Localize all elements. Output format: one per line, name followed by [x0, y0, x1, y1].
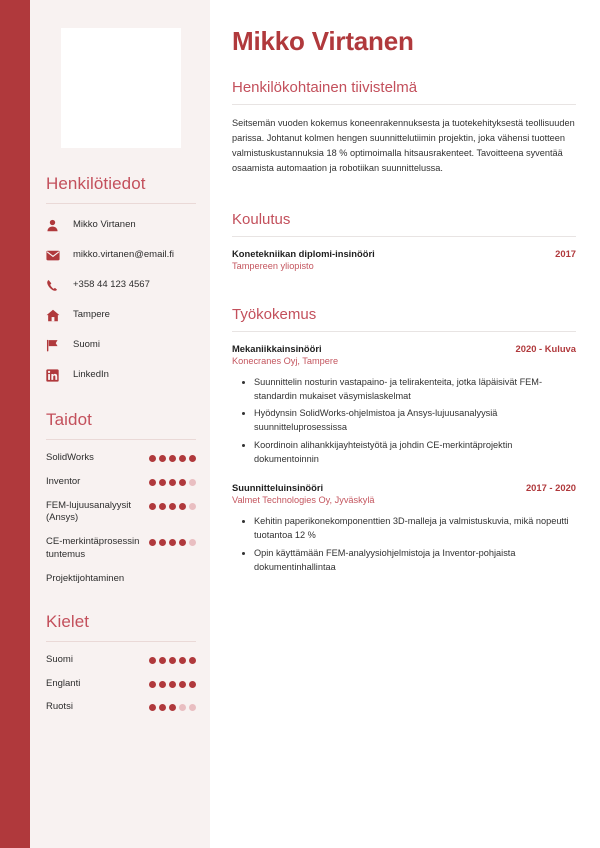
divider — [232, 331, 576, 332]
rating-dot — [169, 704, 176, 711]
skill-label: CE-merkintäprosessin tuntemus — [46, 536, 140, 561]
sidebar-heading-personal: Henkilötiedot — [46, 174, 146, 193]
skill-rating-dots — [149, 500, 196, 510]
main-content — [210, 0, 600, 848]
person-icon — [46, 219, 66, 232]
contact-row-phone[interactable] — [46, 276, 196, 294]
skill-row — [46, 476, 196, 489]
skill-row — [46, 573, 196, 586]
language-label: Suomi — [46, 653, 73, 665]
phone-icon — [46, 279, 66, 292]
rating-dot — [149, 681, 156, 688]
skill-rating-dots — [149, 452, 196, 462]
rating-dot — [189, 539, 196, 546]
skill-label: SolidWorks — [46, 452, 94, 463]
language-rating-dots — [149, 701, 196, 711]
bullet-item: • Kehitin paperikonekomponenttien 3D-malleja ja valmistuskuvia, mikä nopeutti tuotantoa 12 % — [254, 514, 576, 543]
job-employer: Valmet Technologies Oy, Jyväskylä — [232, 495, 375, 506]
skill-label: Projektijohtaminen — [46, 572, 125, 584]
rating-dot — [189, 657, 196, 664]
skill-rating-dots — [149, 476, 196, 486]
profile-photo-placeholder — [61, 28, 181, 148]
rating-dot — [169, 503, 176, 510]
education-entry — [232, 248, 576, 271]
section-heading-education: Koulutus — [232, 210, 291, 228]
section-heading-experience: Työkokemus — [232, 305, 317, 323]
education-degree: Konetekniikan diplomi-insinööri — [232, 247, 375, 259]
rating-dot — [169, 479, 176, 486]
job-date: 2020 - Kuluva — [515, 342, 576, 354]
sidebar — [30, 0, 210, 848]
experience-entry — [232, 343, 576, 467]
contact-row-name — [46, 216, 196, 234]
education-institution: Tampereen yliopisto — [232, 260, 314, 271]
job-title: Mekaniikkainsinööri — [232, 342, 322, 354]
rating-dot — [169, 657, 176, 664]
rating-dot — [159, 479, 166, 486]
rating-dot — [149, 479, 156, 486]
divider — [232, 104, 576, 105]
home-icon — [46, 309, 66, 322]
rating-dot — [189, 681, 196, 688]
job-title: Suunnitteluinsinööri — [232, 482, 324, 494]
rating-dot — [189, 503, 196, 510]
rating-dot — [149, 539, 156, 546]
bullet-item: • Hyödynsin SolidWorks-ohjelmistoa ja Ansys-lujuusanalyysiä suunnitteluprosessissa — [254, 406, 576, 435]
job-bullets — [232, 514, 576, 574]
bullet-item: • Suunnittelin nosturin vastapaino- ja telirakenteita, jotka läpäisivät FEM-standardin mukaiset väsymislaskelmat — [254, 375, 576, 404]
language-row — [46, 654, 196, 667]
skill-label: Inventor — [46, 475, 81, 487]
rating-dot — [179, 681, 186, 688]
rating-dot — [159, 704, 166, 711]
sidebar-heading-skills: Taidot — [46, 410, 92, 429]
summary-text: Seitsemän vuoden kokemus koneenrakennuksesta ja tuotekehityksestä teollisuuden parissa. Johtanut kolmen hengen suunnittelutiimin projektin, joka vähensi tuotteen valmistuskustannuksia 18 % optimoimalla hitsausrakenteet. Tavoitteena syventää osaamista automaation ja robotiikan suunnittelussa. — [232, 118, 575, 173]
contact-linkedin-text: LinkedIn — [73, 369, 109, 381]
left-accent-stripe — [0, 0, 30, 848]
section-heading-summary: Henkilökohtainen tiivistelmä — [232, 79, 418, 96]
rating-dot — [149, 455, 156, 462]
contact-name-text: Mikko Virtanen — [73, 219, 136, 231]
contact-email-text: mikko.virtanen@email.fi — [73, 249, 174, 261]
language-label: Ruotsi — [46, 701, 73, 713]
experience-entry — [232, 482, 576, 574]
skill-row — [46, 536, 196, 562]
rating-dot — [149, 704, 156, 711]
skill-rating-dots — [149, 536, 196, 546]
language-rating-dots — [149, 654, 196, 664]
contact-row-email[interactable] — [46, 246, 196, 264]
skill-row — [46, 500, 196, 526]
entry-header — [232, 482, 576, 493]
bullet-item: • Opin käyttämään FEM-analyysiohjelmistoja ja Inventor-pohjaista dokumentinhallintaa — [254, 546, 576, 575]
contact-nationality-text: Suomi — [73, 339, 100, 351]
education-date: 2017 — [555, 247, 576, 259]
job-employer: Konecranes Oyj, Tampere — [232, 355, 339, 366]
rating-dot — [179, 503, 186, 510]
sidebar-heading-languages: Kielet — [46, 611, 90, 631]
flag-icon — [46, 339, 66, 352]
rating-dot — [159, 539, 166, 546]
language-rating-dots — [149, 678, 196, 688]
rating-dot — [159, 455, 166, 462]
rating-dot — [159, 681, 166, 688]
rating-dot — [169, 539, 176, 546]
language-row — [46, 701, 196, 714]
rating-dot — [169, 681, 176, 688]
envelope-icon — [46, 250, 66, 261]
rating-dot — [179, 539, 186, 546]
entry-header — [232, 248, 576, 259]
contact-location-text: Tampere — [73, 309, 110, 321]
entry-header — [232, 343, 576, 354]
skill-row — [46, 452, 196, 465]
rating-dot — [149, 657, 156, 664]
rating-dot — [189, 455, 196, 462]
rating-dot — [159, 657, 166, 664]
language-label: Englanti — [46, 677, 81, 689]
skill-label: FEM-lujuusanalyysit (Ansys) — [46, 499, 131, 524]
rating-dot — [179, 704, 186, 711]
rating-dot — [169, 455, 176, 462]
divider — [46, 641, 196, 642]
rating-dot — [189, 479, 196, 486]
rating-dot — [189, 704, 196, 711]
linkedin-icon — [46, 369, 66, 382]
job-date: 2017 - 2020 — [525, 482, 576, 494]
rating-dot — [179, 455, 186, 462]
rating-dot — [159, 503, 166, 510]
contact-row-location — [46, 306, 196, 324]
rating-dot — [179, 479, 186, 486]
bullet-item: • Koordinoin alihankkijayhteistyötä ja johdin CE-merkintäprojektin dokumentoinnin — [254, 438, 576, 467]
contact-phone-text: +358 44 123 4567 — [73, 279, 150, 291]
divider — [232, 236, 576, 237]
divider — [46, 203, 196, 204]
rating-dot — [149, 503, 156, 510]
rating-dot — [179, 657, 186, 664]
page-title: Mikko Virtanen — [232, 26, 414, 56]
job-bullets — [232, 375, 576, 467]
divider — [46, 439, 196, 440]
language-row — [46, 678, 196, 691]
contact-row-linkedin[interactable] — [46, 366, 196, 384]
contact-row-nationality — [46, 336, 196, 354]
